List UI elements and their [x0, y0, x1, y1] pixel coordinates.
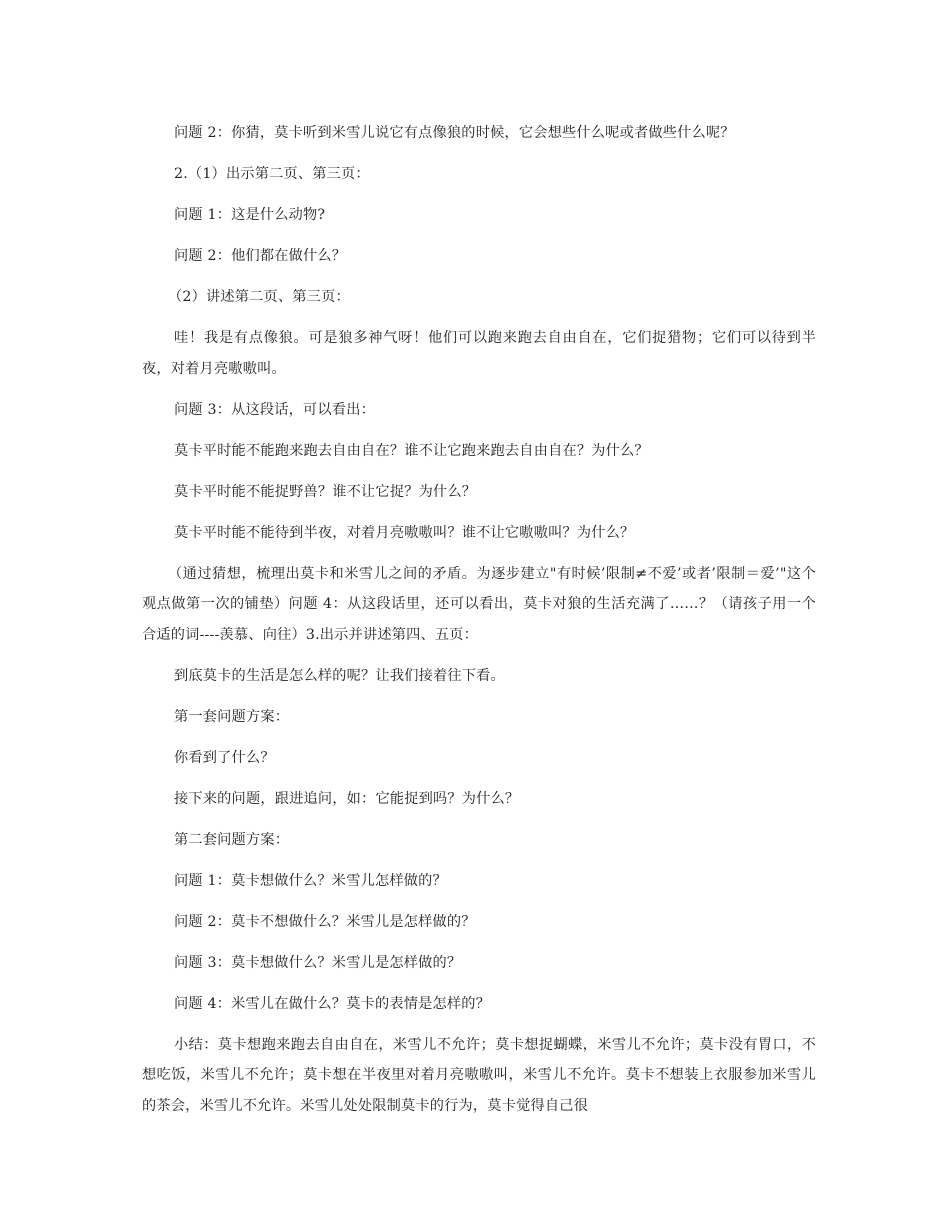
paragraph-summary: 小结：莫卡想跑来跑去自由自在，米雪儿不允许；莫卡想捉蝴蝶，米雪儿不允许；莫卡没有胃口，不想吃饭，米雪儿不允许；莫卡想在半夜里对着月亮嗷嗷叫，米雪儿不允许。莫卡不想装上衣服参加米雪儿的茶会，米雪儿不允许。米雪儿处处限制莫卡的行为，莫卡觉得自己很 [142, 1036, 816, 1114]
paragraph-step-2-1: 2.（1）出示第二页、第三页： [174, 166, 370, 182]
paragraph-run-free: 莫卡平时能不能跑来跑去自由自在？谁不让它跑来跑去自由自在？为什么？ [174, 442, 649, 459]
paragraph-continue-reading: 到底莫卡的生活是怎么样的呢？让我们接着往下看。 [174, 667, 505, 684]
paragraph-what-did-you-see: 你看到了什么？ [174, 749, 275, 766]
paragraph-conflict-note: （通过猜想，梳理出莫卡和米雪儿之间的矛盾。为逐步建立"有时候’限制≠不爱’或者’限制＝爱’"这个观点做第一次的铺垫）问题 4：从这段话里，还可以看出，莫卡对狼的生活充满了……？（请孩子用一个合适的词----羡慕、向往）3.出示并讲述第四、五页： [142, 565, 816, 643]
paragraph-question-3: 问题 3：从这段话，可以看出： [174, 401, 375, 418]
paragraph-follow-up: 接下来的问题，跟进追问，如：它能捉到吗？为什么？ [174, 790, 520, 807]
paragraph-question-2-guess: 问题 2：你猜，莫卡听到米雪儿说它有点像狼的时候，它会想些什么呢或者做些什么呢？ [174, 125, 735, 141]
paragraph-question-1-animal: 问题 1：这是什么动物? [174, 207, 326, 223]
paragraph-wolf-story: 哇！我是有点像狼。可是狼多神气呀！他们可以跑来跑去自由自在，它们捉猎物；它们可以待到半夜，对着月亮嗷嗷叫。 [142, 330, 816, 377]
paragraph-plan-2-question-3: 问题 3：莫卡想做什么？米雪儿是怎样做的？ [174, 954, 462, 971]
paragraph-plan-2-question-2: 问题 2：莫卡不想做什么？米雪儿是怎样做的？ [174, 913, 476, 930]
paragraph-plan-2-question-4: 问题 4：米雪儿在做什么？莫卡的表情是怎样的？ [174, 995, 491, 1012]
paragraph-howl-moon: 莫卡平时能不能待到半夜，对着月亮嗷嗷叫？谁不让它嗷嗷叫？为什么？ [174, 524, 635, 541]
paragraph-plan-2-heading: 第二套问题方案： [174, 831, 290, 848]
paragraph-catch-beasts: 莫卡平时能不能捉野兽？谁不让它捉？为什么？ [174, 483, 477, 500]
paragraph-plan-2-question-1: 问题 1：莫卡想做什么？米雪儿怎样做的？ [174, 872, 447, 889]
paragraph-question-2-doing: 问题 2：他们都在做什么？ [174, 248, 347, 264]
paragraph-plan-1-heading: 第一套问题方案： [174, 708, 290, 725]
paragraph-step-2-2: （2）讲述第二页、第三页： [168, 289, 350, 305]
